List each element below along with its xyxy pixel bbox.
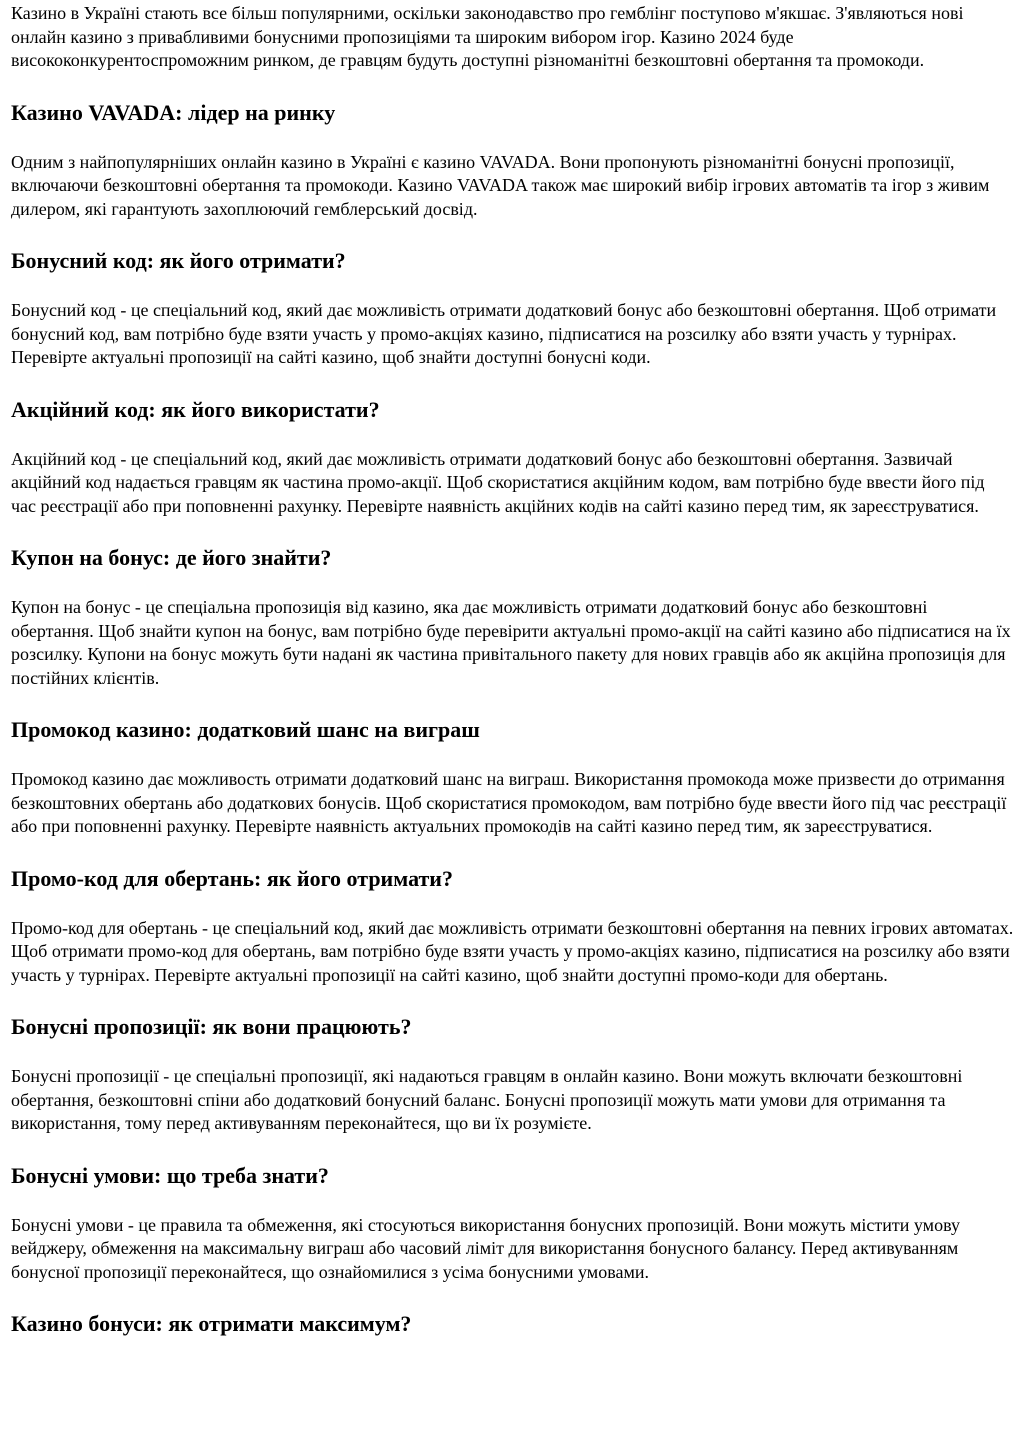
section-vavada — [11, 100, 1014, 222]
section-paragraph: Купон на бонус - це спеціальна пропозиція від казино, яка дає можливість отримати додатковий бонус або безкоштовні обертання. Щоб знайти купон на бонус, вам потрібно буде перевірити актуальні промо-акції на сайті казино або підписатися на їх розсилку. Купони на бонус можуть бути надані як частина привітального пакету для нових гравців або як акційна пропозиція для постійних клієнтів. — [11, 597, 1011, 688]
section-heading: Казино VAVADA: лідер на ринку — [11, 99, 336, 125]
section-paragraph: Промокод казино дає можливость отримати додатковий шанс на виграш. Використання промокода може призвести до отримання безкоштовних обертань або додаткових бонусів. Щоб скористатися промокодом, вам потрібно буде ввести його під час реєстрації або при поповненні рахунку. Перевірте наявність актуальних промокодів на сайті казино перед тим, як зареєструватися. — [11, 769, 1007, 836]
section-bonus-code — [11, 248, 1014, 370]
section-paragraph: Бонусний код - це спеціальний код, який дає можливість отримати додатковий бонус або безкоштовні обертання. Щоб отримати бонусний код, вам потрібно буде взяти участь у промо-акціях казино, підписатися на розсилку або взяти участь у турнірах. Перевірте актуальні пропозиції на сайті казино, щоб знайти доступні бонусні коди. — [11, 300, 997, 367]
section-heading: Акційний код: як його використати? — [11, 396, 380, 422]
section-paragraph: Бонусні пропозиції - це спеціальні пропозиції, які надаються гравцям в онлайн казино. Вони можуть включати безкоштовні обертання, безкоштовні спіни або додатковий бонусний баланс. Бонусні пропозиції можуть мати умови для отримання та використання, тому перед активуванням переконайтеся, що ви їх розумієте. — [11, 1066, 963, 1133]
section-heading: Купон на бонус: де його знайти? — [11, 545, 332, 570]
section-heading: Бонусні пропозиції: як вони працюють? — [11, 1014, 412, 1039]
section-bonus-offers — [11, 1014, 1014, 1136]
section-paragraph: Одним з найпопулярніших онлайн казино в Україні є казино VAVADA. Вони пропонують різноманітні бонусні пропозиції, включаючи безкоштовні обертання та промокоди. Казино VAVADA також має широкий вибір ігрових автоматів та ігор з живим дилером, які гарантують захоплюючий гемблерський досвід. — [11, 151, 990, 219]
section-heading: Бонусні умови: що треба знати? — [11, 1162, 329, 1188]
section-casino-bonuses — [11, 1311, 1014, 1337]
section-spins-promo-code — [11, 866, 1014, 988]
intro-paragraph: Казино в Україні стають все більш популярними, оскільки законодавство про гемблінг поступово м'якшає. З'являються нові онлайн казино з привабливими бонусними пропозиціями та широким вибором ігор. Казино 2024 буде висококонкурентоспроможним ринком, де гравцям будуть доступні різноманітні безкоштовні обертання та промокоди. — [11, 3, 964, 70]
section-casino-promocode — [11, 717, 1014, 839]
section-heading: Промо-код для обертань: як його отримати? — [11, 865, 453, 891]
section-paragraph: Бонусні умови - це правила та обмеження, які стосуються використання бонусних пропозицій. Вони можуть містити умову вейджеру, обмеження на максимальну виграш або часовий ліміт для використання бонусного балансу. Перед активуванням бонусної пропозиції переконайтеся, що ознайомилися з усіма бонусними умовами. — [11, 1214, 960, 1282]
section-heading: Бонусний код: як його отримати? — [11, 248, 346, 273]
section-promo-code-usage — [11, 397, 1014, 519]
section-heading: Казино бонуси: як отримати максимум? — [11, 1311, 412, 1336]
section-heading: Промокод казино: додатковий шанс на виграш — [11, 717, 480, 742]
section-paragraph: Акційний код - це спеціальний код, який дає можливість отримати додатковий бонус або безкоштовні обертання. Зазвичай акційний код надається гравцям як частина промо-акції. Щоб скористатися акційним кодом, вам потрібно буде ввести його під час реєстрації або при поповненні рахунку. Перевірте наявність акційних кодів на сайті казино перед тим, як зареєструватися. — [11, 448, 985, 516]
section-paragraph: Промо-код для обертань - це спеціальний код, який дає можливість отримати безкоштовні обертання на певних ігрових автоматах. Щоб отримати промо-код для обертань, вам потрібно буде взяти участь у промо-акціях казино, підписатися на розсилку або взяти участь у турнірах. Перевірте актуальні пропозиції на сайті казино, щоб знайти доступні промо-коди для обертань. — [11, 917, 1014, 985]
section-bonus-coupon — [11, 545, 1014, 690]
section-bonus-terms — [11, 1163, 1014, 1285]
